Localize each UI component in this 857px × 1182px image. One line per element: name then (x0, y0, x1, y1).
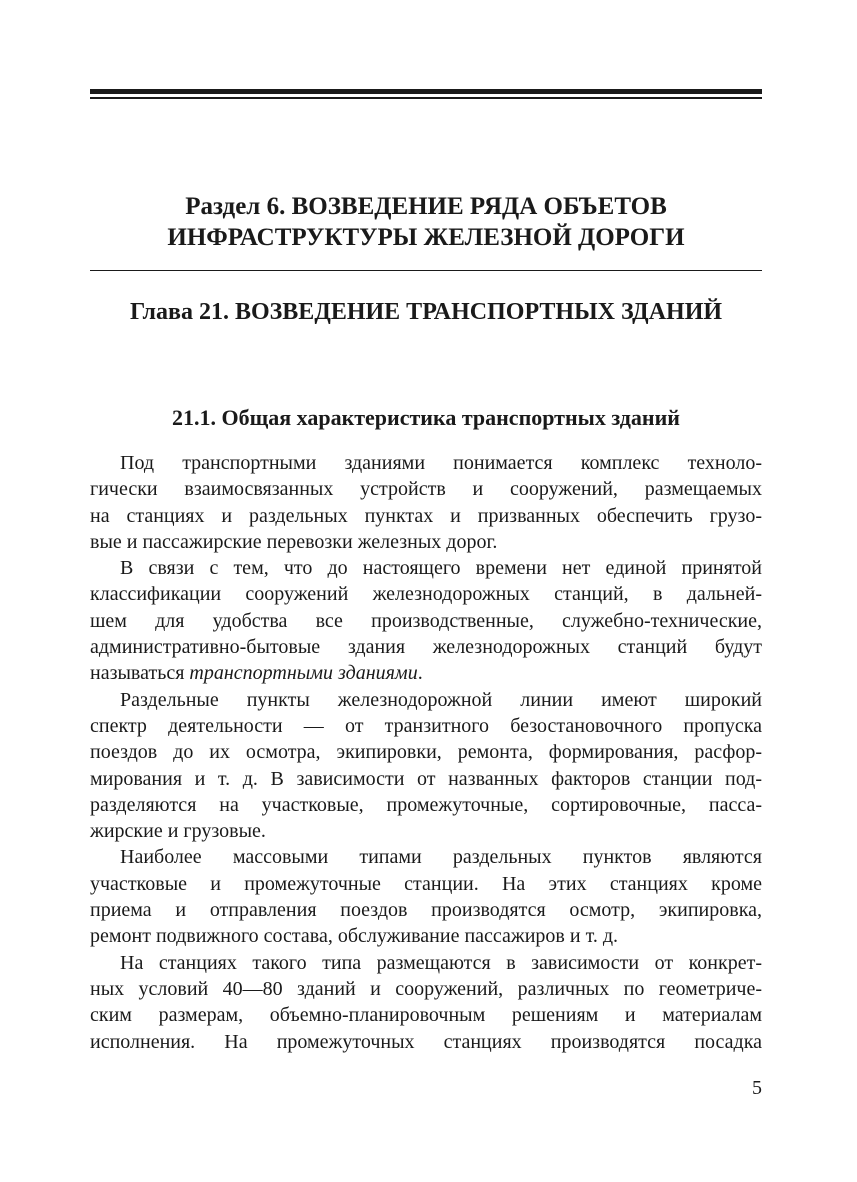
book-page (90, 0, 762, 1182)
text-line: ским размерам, объемно-планировочным решениям и материалам (90, 1004, 762, 1027)
text-line: жирские и грузовые. (90, 820, 266, 843)
text-line: мирования и т. д. В зависимости от названных факторов станции под- (90, 767, 762, 790)
header-rule-thick (90, 89, 762, 94)
text-line: исполнения. На промежуточных станциях производятся посадка (90, 1030, 762, 1053)
text-line: классификации сооружений железнодорожных станций, в дальней- (90, 583, 762, 606)
page-number: 5 (752, 1077, 762, 1099)
text-line: участковые и промежуточные станции. На этих станциях кроме (90, 872, 762, 895)
text-line: Раздельные пункты железнодорожной линии имеют широкий (120, 688, 762, 711)
paragraph-3 (90, 687, 762, 845)
text-line: разделяются на участковые, промежуточные, сортировочные, пасса- (90, 793, 762, 816)
section-title-line-1: Раздел 6. ВОЗВЕДЕНИЕ РЯДА ОБЪЕТОВ (185, 193, 667, 220)
text-line: гически взаимосвязанных устройств и сооружений, размещаемых (90, 478, 762, 501)
paragraph-4 (90, 844, 762, 949)
text-line: шем для удобства все производственные, служебно-технические, (90, 609, 762, 632)
text-line: поездов до их осмотра, экипировки, ремонта, формирования, расфор- (90, 741, 762, 764)
section-title (90, 191, 762, 253)
text-line: На станциях такого типа размещаются в зависимости от конкрет- (120, 951, 762, 974)
text-fragment: называться (90, 662, 190, 685)
paragraph-5 (90, 950, 762, 1055)
text-line: ных условий 40—80 зданий и сооружений, различных по геометриче- (90, 977, 762, 1000)
text-line: приема и отправления поездов производятся осмотр, экипировка, (90, 899, 762, 922)
subsection-title: 21.1. Общая характеристика транспортных зданий (172, 405, 680, 430)
text-line: В связи с тем, что до настоящего времени нет единой принятой (120, 557, 762, 580)
chapter-title: Глава 21. ВОЗВЕДЕНИЕ ТРАНСПОРТНЫХ ЗДАНИЙ (129, 299, 723, 325)
text-line: административно-бытовые здания железнодорожных станций будут (90, 636, 762, 659)
text-line: ремонт подвижного состава, обслуживание пассажиров и т. д. (90, 925, 618, 948)
text-fragment: . (417, 662, 423, 685)
emphasized-term: транспортными зданиями (189, 662, 418, 685)
text-line: Под транспортными зданиями понимается комплекс техноло- (120, 452, 762, 474)
paragraph-1 (90, 450, 762, 555)
section-title-line-2: ИНФРАСТРУКТУРЫ ЖЕЛЕЗНОЙ ДОРОГИ (167, 224, 685, 251)
text-line: на станциях и раздельных пунктах и призванных обеспечить грузо- (90, 504, 762, 527)
body-text (90, 450, 762, 1055)
section-divider (90, 270, 762, 271)
header-rule-thin (90, 97, 762, 99)
text-line: Наиболее массовыми типами раздельных пунктов являются (120, 846, 762, 869)
text-line-with-emphasis (90, 660, 762, 686)
text-line: спектр деятельности — от транзитного безостановочного пропуска (90, 714, 762, 737)
text-line: вые и пассажирские перевозки железных дорог. (90, 530, 498, 553)
paragraph-2 (90, 555, 762, 686)
